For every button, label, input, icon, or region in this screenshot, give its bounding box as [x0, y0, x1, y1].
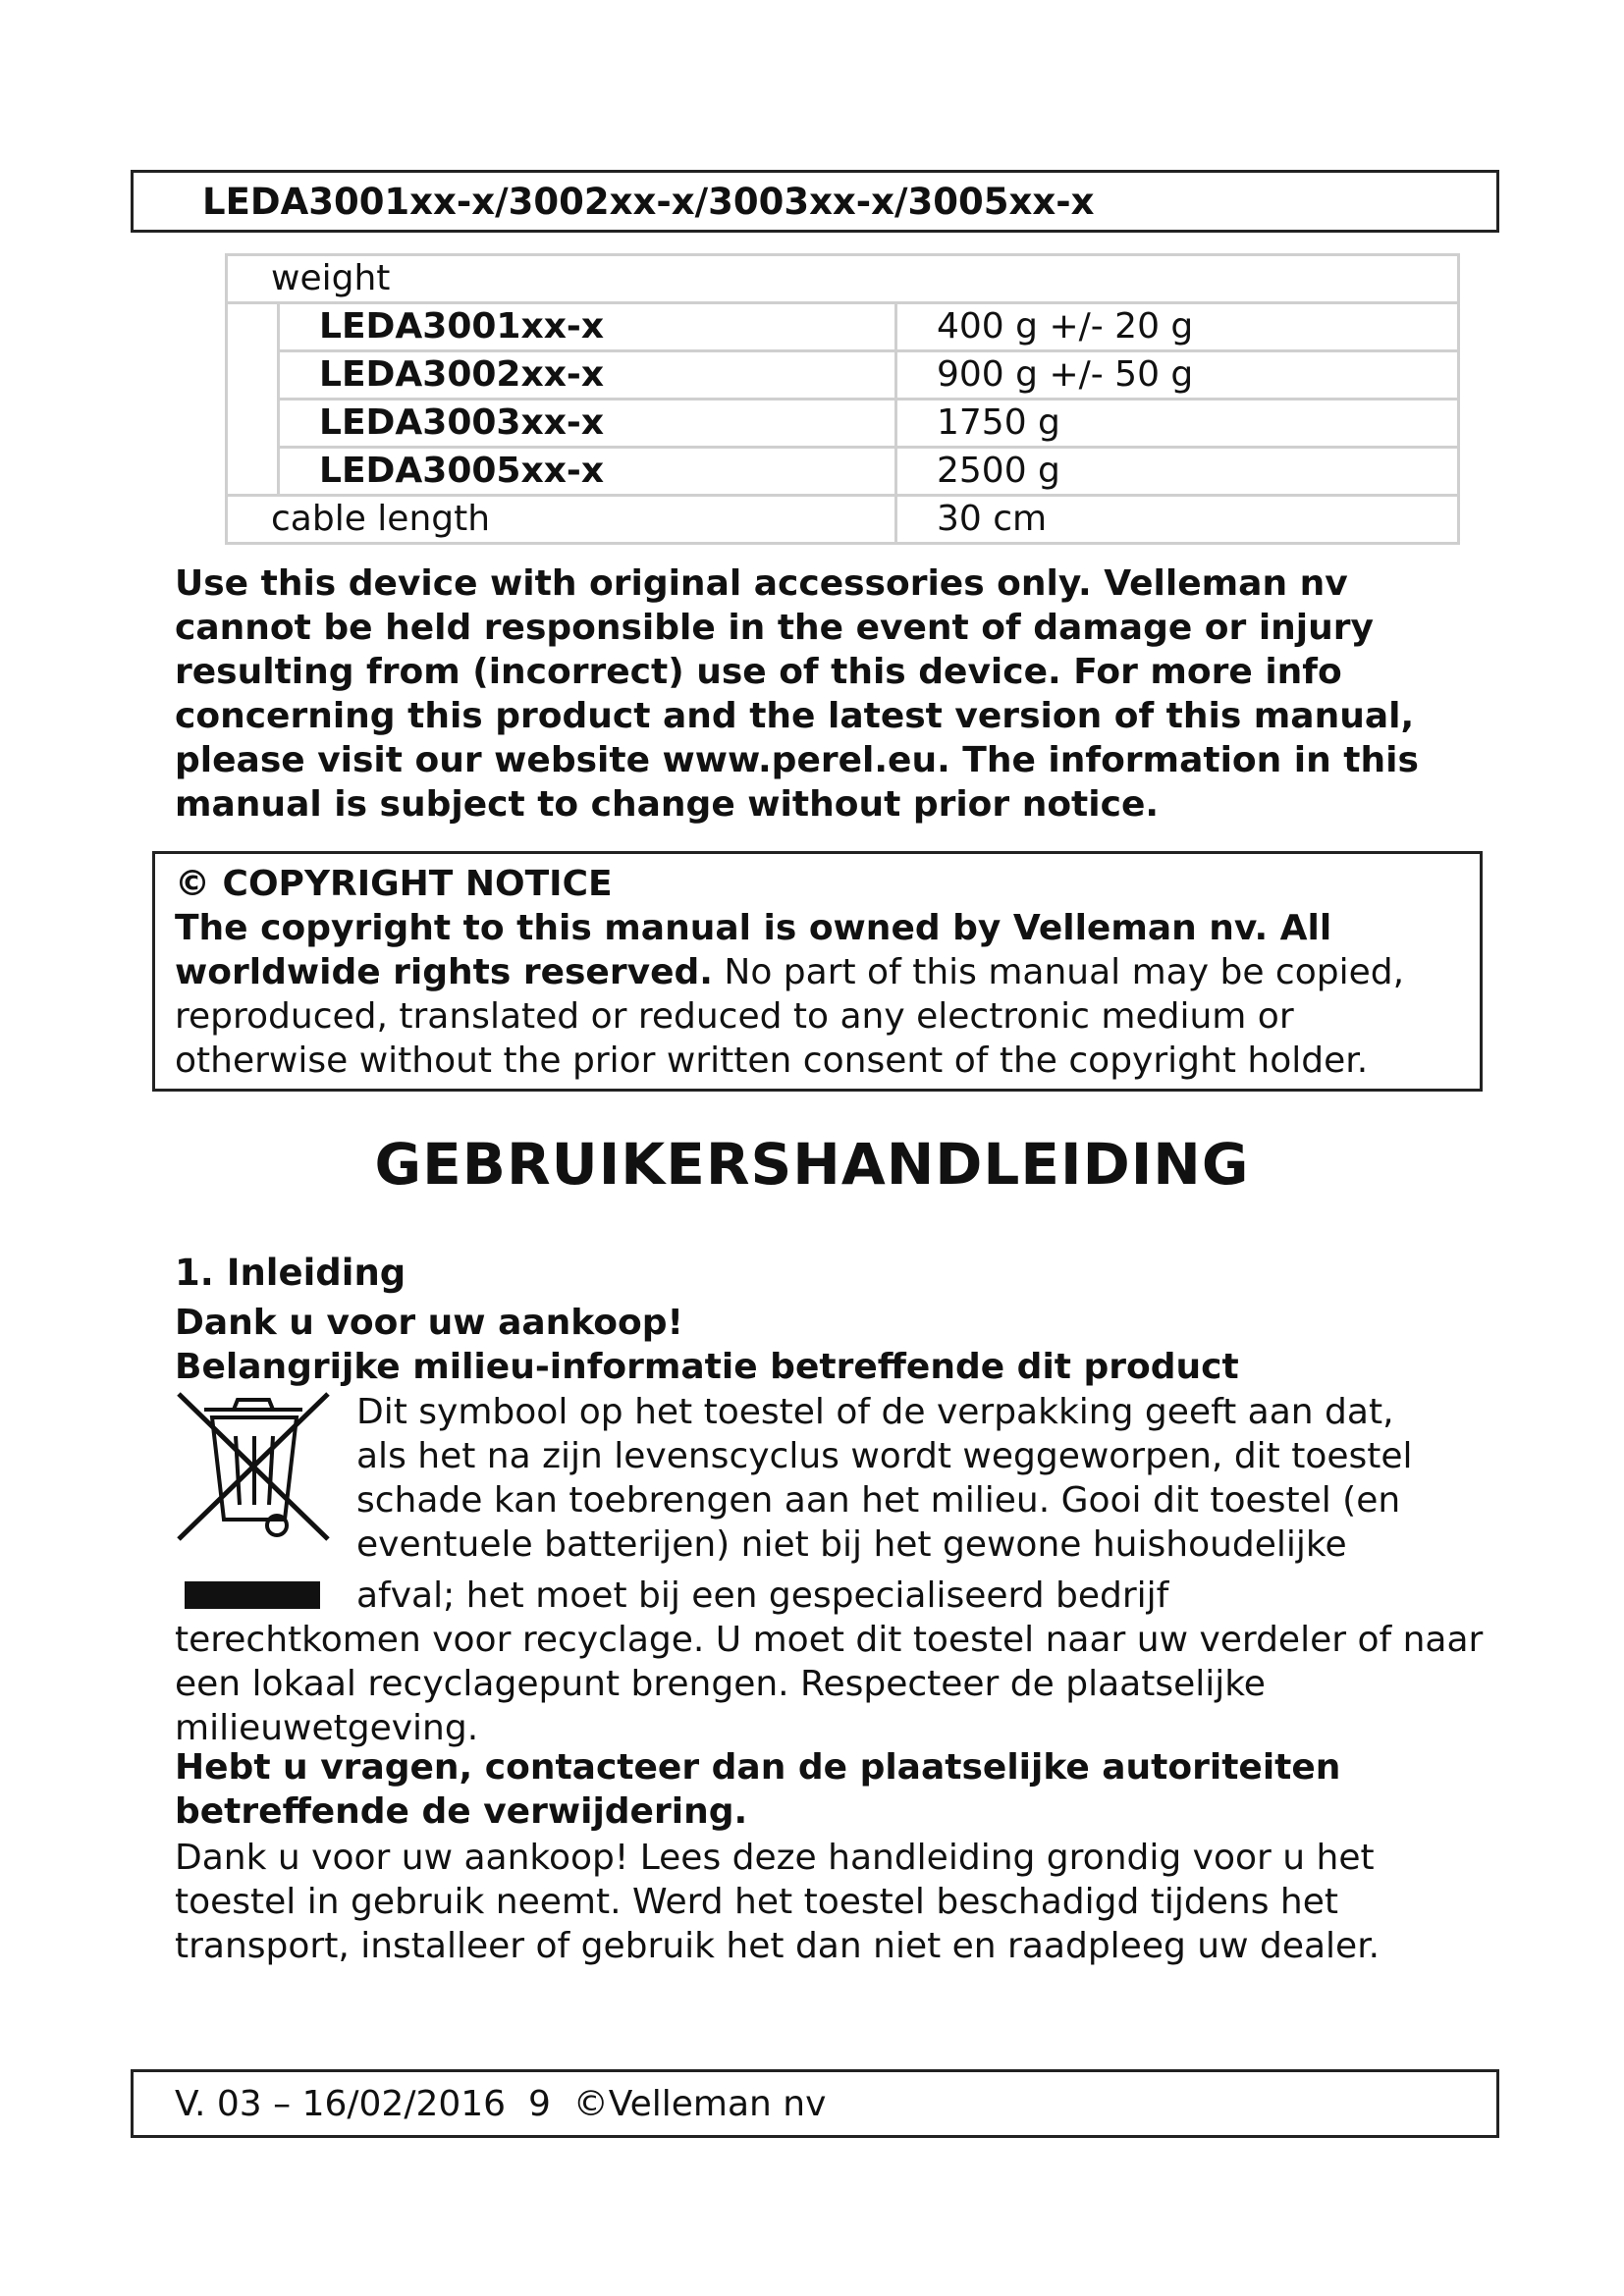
header-box: [131, 170, 1499, 233]
weight-row: [227, 255, 1459, 303]
cable-value: 30 cm: [896, 496, 1459, 544]
copyright-title: © COPYRIGHT NOTICE: [175, 864, 613, 904]
footer-text: V. 03 – 16/02/2016 9 ©Velleman nv: [175, 2084, 827, 2124]
model-name: LEDA3005xx-x: [279, 448, 896, 496]
spec-table: [225, 253, 1460, 545]
copyright-box: [152, 851, 1483, 1092]
model-weight: 1750 g: [896, 400, 1459, 448]
section-title: Inleiding: [226, 1252, 406, 1294]
environment-text: [175, 1390, 1486, 1750]
copyright-text: No part of this manual may be copied, reproduced, translated or reduced to any electronic medium or otherwise without the prior written consent of the copyright holder.: [175, 952, 1405, 1081]
model-name: LEDA3003xx-x: [279, 400, 896, 448]
usage-notice: Use this device with original accessories only. Velleman nv cannot be held responsible in the event of damage or injury resulting from (incorrect) use of this device. For more info concerning this product and the latest version of this manual, please visit our website www.perel.eu. The information in this manual is subject to change without prior notice.: [175, 563, 1419, 825]
text-line: eventuele batterijen) niet bij het gewone huishoudelijke: [356, 1524, 1347, 1565]
section-heading: [175, 1252, 406, 1294]
model-name: LEDA3002xx-x: [279, 351, 896, 400]
cable-row: [227, 496, 1459, 544]
thanks-heading: Dank u voor uw aankoop!: [175, 1303, 683, 1343]
text-line: afval; het moet bij een gespecialiseerd bedrijf: [356, 1575, 1169, 1616]
page-title: GEBRUIKERSHANDLEIDING: [374, 1131, 1250, 1198]
model-weight: 2500 g: [896, 448, 1459, 496]
model-name: LEDA3001xx-x: [279, 303, 896, 351]
text-line: als het na zijn levenscyclus wordt weggeworpen, dit toestel: [356, 1436, 1413, 1476]
cable-label: cable length: [227, 496, 896, 544]
table-row: [227, 303, 1459, 351]
table-row: [227, 351, 1459, 400]
section-number: 1.: [175, 1252, 214, 1294]
copyright-bold-text: The copyright to this manual is owned by Velleman nv. All worldwide rights reserved.: [175, 908, 1332, 992]
text-line: Dit symbool op het toestel of de verpakking geeft aan dat,: [356, 1392, 1394, 1432]
model-weight: 400 g +/- 20 g: [896, 303, 1459, 351]
table-row: [227, 448, 1459, 496]
footer-box: [131, 2069, 1499, 2138]
thanks-text: Dank u voor uw aankoop! Lees deze handleiding grondig voor u het toestel in gebruik neemt. Werd het toestel beschadigd tijdens het transport, installeer of gebruik het dan niet en raadpleeg uw dealer.: [175, 1838, 1380, 1966]
weight-label: weight: [227, 255, 1459, 303]
text-line: schade kan toebrengen aan het milieu. Gooi dit toestel (en: [356, 1480, 1401, 1521]
disposal-question: Hebt u vragen, contacteer dan de plaatselijke autoriteiten betreffende de verwijdering.: [175, 1747, 1341, 1832]
environment-heading: Belangrijke milieu-informatie betreffende dit product: [175, 1347, 1239, 1387]
header-title: LEDA3001xx-x/3002xx-x/3003xx-x/3005xx-x: [202, 181, 1095, 223]
environment-text-rest: terechtkomen voor recyclage. U moet dit toestel naar uw verdeler of naar een lokaal recyclagepunt brengen. Respecteer de plaatselijke milieuwetgeving.: [175, 1620, 1484, 1748]
table-row: [227, 400, 1459, 448]
model-weight: 900 g +/- 50 g: [896, 351, 1459, 400]
